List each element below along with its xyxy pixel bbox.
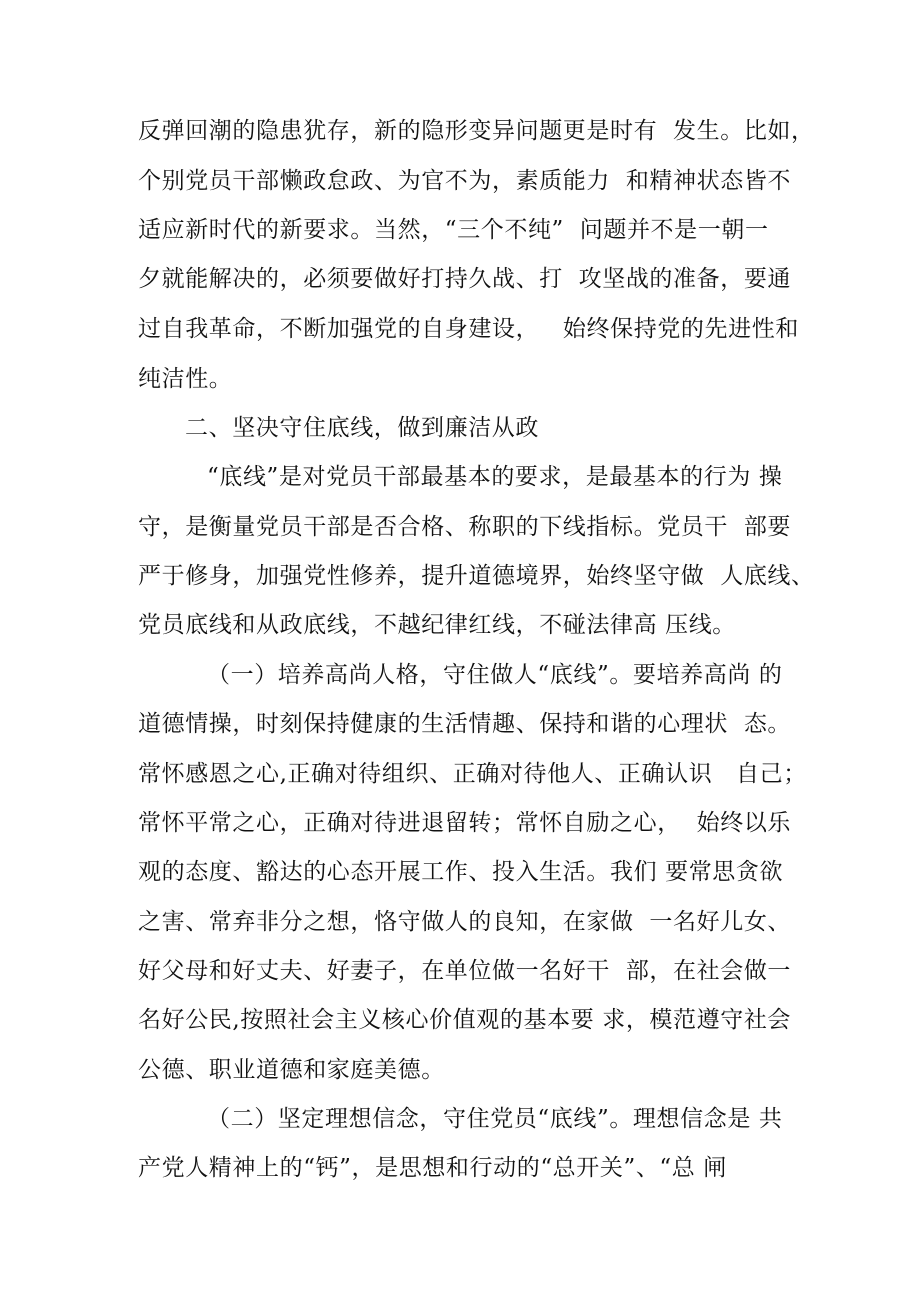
body-text-line: 党员底线和从政底线，不越纪律红线，不碰法律高 压线。 bbox=[138, 612, 736, 638]
subsection-heading: （二）坚定理想信念，守住党员“底线”。理想信念是 共 bbox=[207, 1106, 783, 1132]
body-text-line: 之害、常弃非分之想，恪守做人的良知，在家做 一名好儿女、 bbox=[138, 909, 792, 935]
body-text-line: 纯洁性。 bbox=[138, 366, 233, 392]
body-text-line: 严于修身，加强党性修养，提升道德境界，始终坚守做 人底线、 bbox=[138, 563, 815, 589]
body-text-line: 夕就能解决的，必须要做好打持久战、打 攻坚战的准备，要通 bbox=[138, 266, 792, 292]
body-text-line: 个别党员干部懒政怠政、为官不为，素质能力 和精神状态皆不 bbox=[138, 168, 792, 194]
body-text-line: 常怀感恩之心,正确对待组织、正确对待他人、正确认识 自己； bbox=[138, 761, 807, 787]
subsection-heading: （一）培养高尚人格，守住做人“底线”。要培养高尚 的 bbox=[207, 662, 783, 688]
body-text-line: 守，是衡量党员干部是否合格、称职的下线指标。党员干 部要 bbox=[138, 514, 792, 540]
body-text-line: 好父母和好丈夫、好妻子，在单位做一名好干 部，在社会做一 bbox=[138, 958, 792, 984]
body-text-line: 产党人精神上的“钙”，是思想和行动的“总开关”、“总 闸 bbox=[138, 1155, 727, 1181]
body-text-line: 道德情操，时刻保持健康的生活情趣、保持和谐的心理状 态。 bbox=[138, 711, 792, 737]
body-text-line: 适应新时代的新要求。当然，“三个不纯” 问题并不是一朝一 bbox=[138, 217, 769, 243]
body-text-line: 观的态度、豁达的心态开展工作、投入生活。我们 要常思贪欲 bbox=[138, 859, 784, 885]
body-text-line: 过自我革命，不断加强党的自身建设， 始终保持党的先进性和 bbox=[138, 316, 799, 342]
section-heading: 二、坚决守住底线，做到廉洁从政 bbox=[185, 415, 539, 441]
body-text-line: 公德、职业道德和家庭美德。 bbox=[138, 1057, 445, 1083]
body-text-line: 常怀平常之心，正确对待进退留转；常怀自励之心， 始终以乐 bbox=[138, 810, 792, 836]
body-text-line: 反弹回潮的隐患犹存，新的隐形变异问题更是时有 发生。比如， bbox=[138, 118, 815, 144]
body-text-line: 名好公民,按照社会主义核心价值观的基本要 求，模范遵守社会 bbox=[138, 1007, 792, 1033]
paragraph-first-line: “底线”是对党员干部最基本的要求，是最基本的行为 操 bbox=[207, 464, 783, 490]
